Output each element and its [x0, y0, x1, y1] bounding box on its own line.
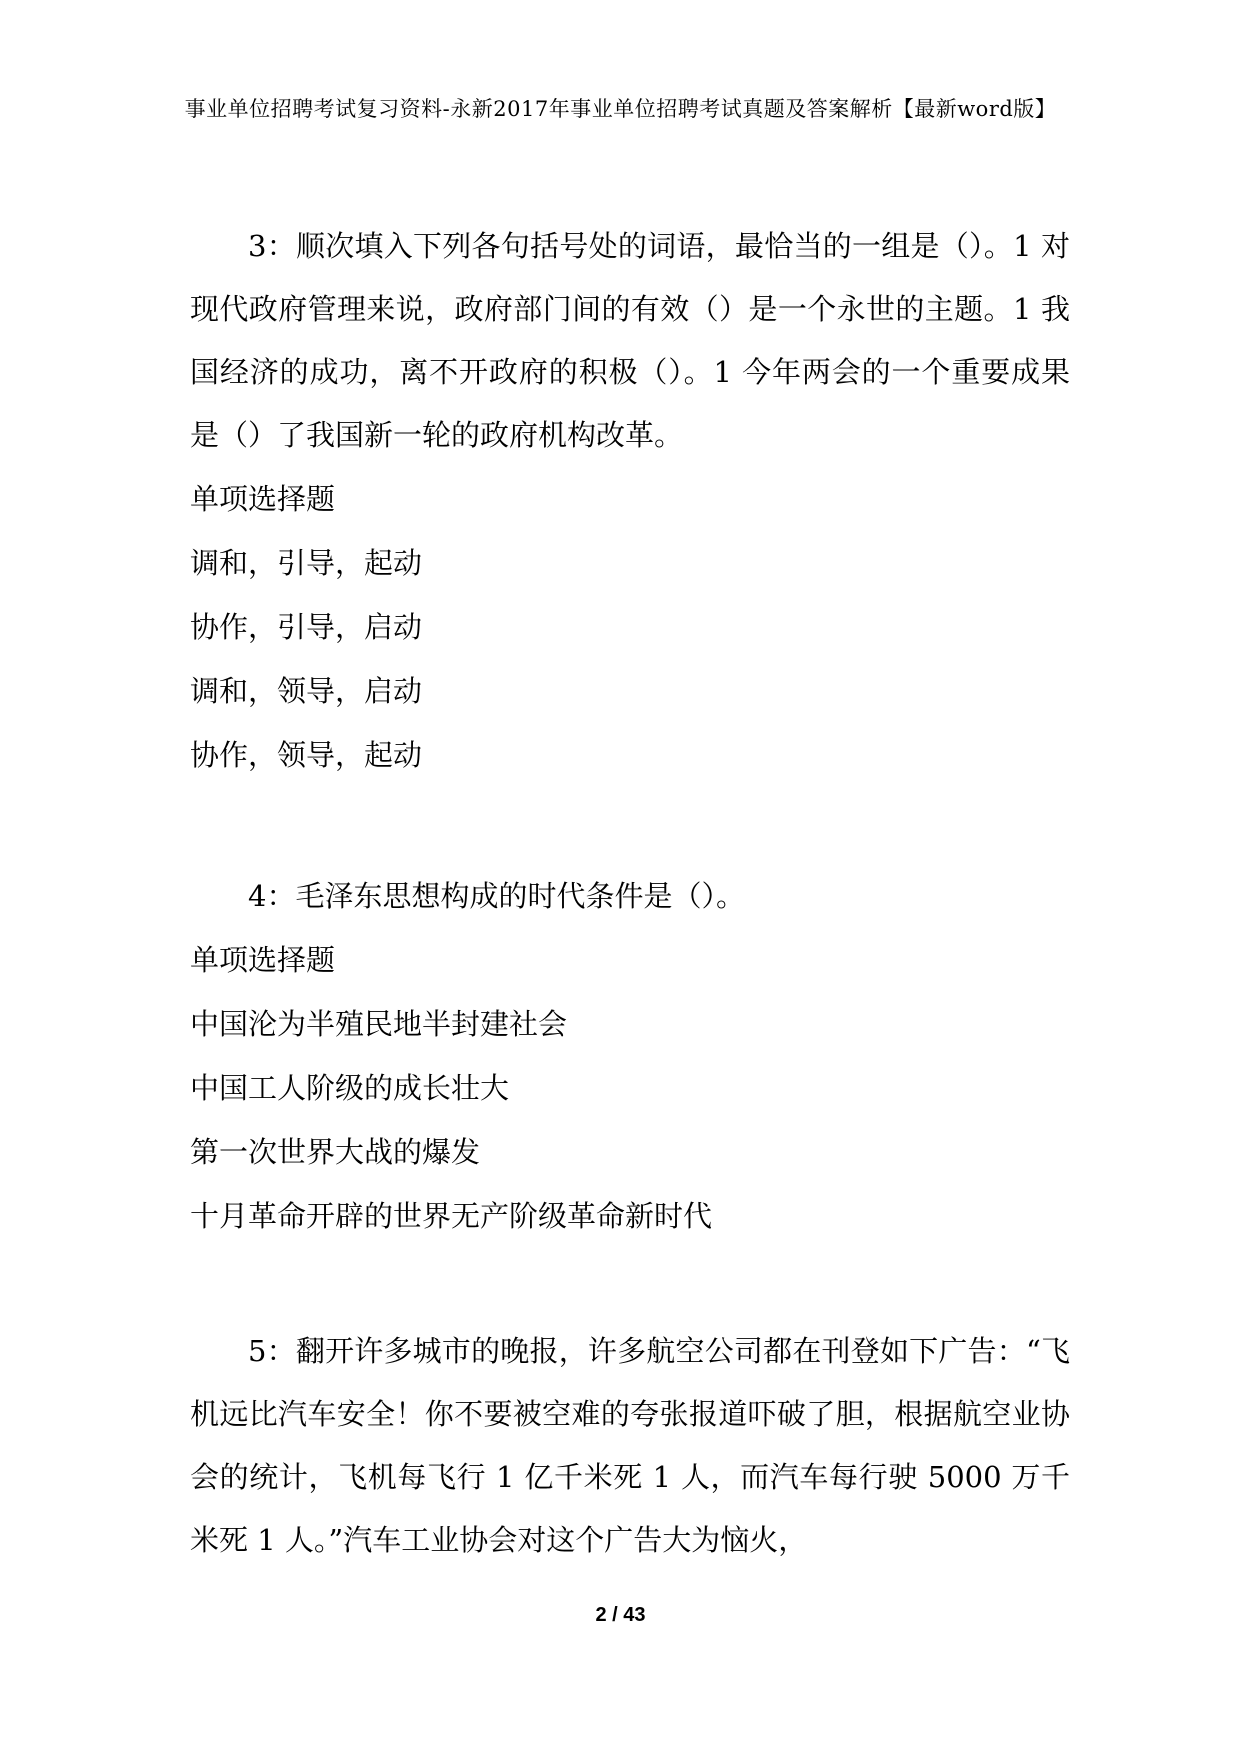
option-a: 中国沦为半殖民地半封建社会 — [190, 1007, 568, 1041]
option-a: 调和，引导，起动 — [190, 546, 423, 580]
page-header: 事业单位招聘考试复习资料-永新2017年事业单位招聘考试真题及答案解析【最新word版】 — [184, 97, 1057, 121]
question-text: 4：毛泽东思想构成的时代条件是（）。 — [248, 879, 745, 913]
question-4 — [190, 865, 1070, 1248]
question-text: 5：翻开许多城市的晚报，许多航空公司都在刊登如下广告：“飞机远比汽车安全！你不要被空难的夸张报道吓破了胆，根据航空业协会的统计，飞机每飞行 1 亿千米死 1 人，而汽车每行驶 5000 万千米死 1 人。”汽车工业协会对这个广告大为恼火， — [190, 1334, 1070, 1557]
option-c: 调和，领导，启动 — [190, 674, 423, 708]
question-3 — [190, 215, 1070, 787]
option-c: 第一次世界大战的爆发 — [190, 1135, 481, 1169]
question-5 — [190, 1320, 1070, 1572]
option-d: 协作，领导，起动 — [190, 738, 423, 772]
question-text: 3：顺次填入下列各句括号处的词语，最恰当的一组是（）。1 对现代政府管理来说，政府部门间的有效（）是一个永世的主题。1 我国经济的成功，离不开政府的积极（）。1 今年两会的一个重要成果是（）了我国新一轮的政府机构改革。 — [190, 229, 1070, 452]
page-number: 2 / 43 — [595, 1604, 646, 1626]
question-type: 单项选择题 — [190, 943, 336, 977]
option-b: 中国工人阶级的成长壮大 — [190, 1071, 510, 1105]
question-type: 单项选择题 — [190, 482, 336, 516]
option-b: 协作，引导，启动 — [190, 610, 423, 644]
option-d: 十月革命开辟的世界无产阶级革命新时代 — [190, 1199, 713, 1233]
